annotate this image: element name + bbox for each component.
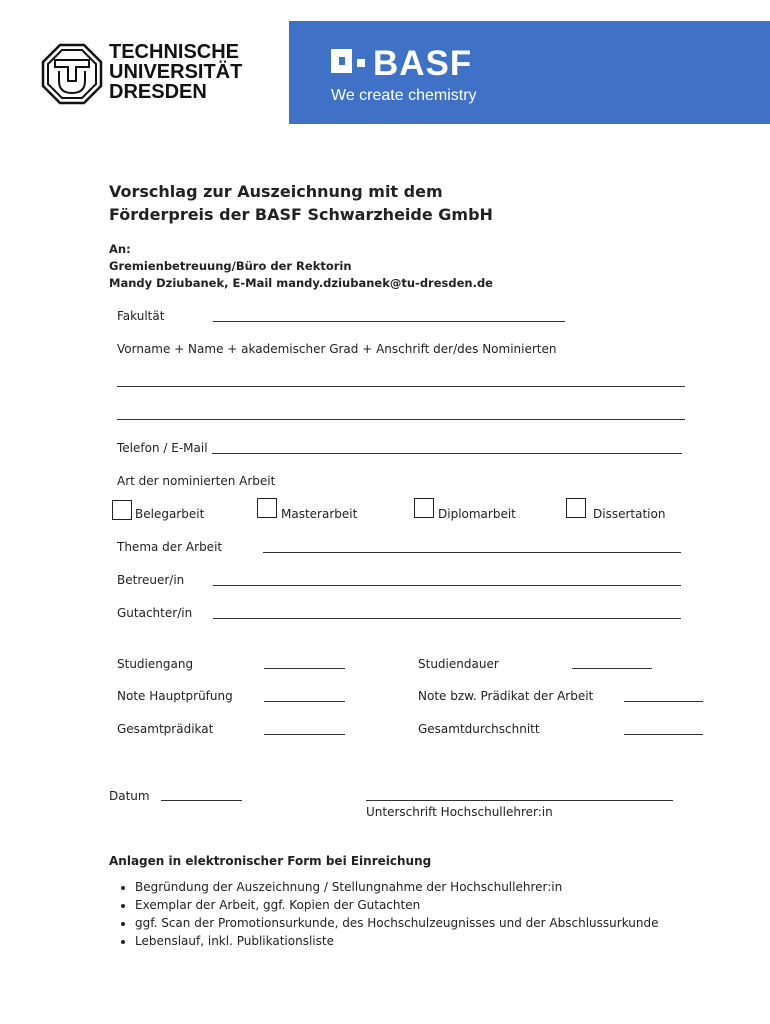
reviewer-label: Gutachter/in xyxy=(117,606,193,620)
reviewer-field[interactable] xyxy=(213,618,681,619)
overall-label: Gesamtprädikat xyxy=(117,722,214,736)
work-type-option: Masterarbeit xyxy=(281,507,358,521)
list-item: • Lebenslauf, inkl. Publikationsliste xyxy=(135,932,659,950)
list-item: • Begründung der Auszeichnung / Stellungnahme der Hochschullehrer:in xyxy=(135,878,659,896)
date-label: Datum xyxy=(109,789,150,803)
work-type-option: Dissertation xyxy=(593,507,666,521)
nominee-label: Vorname + Name + akademischer Grad + Anschrift der/des Nominierten xyxy=(117,342,557,356)
checkbox-dissertation[interactable] xyxy=(566,498,586,518)
attachments-heading: Anlagen in elektronischer Form bei Einreichung xyxy=(109,854,432,868)
overall-field[interactable] xyxy=(264,734,345,735)
date-field[interactable] xyxy=(161,800,242,801)
recipient-address: An: Gremienbetreuung/Büro der Rektorin Mandy Dziubanek, E-Mail mandy.dziubanek@tu-dresden.de xyxy=(109,242,493,290)
program-label: Studiengang xyxy=(117,657,194,671)
thesis-grade-field[interactable] xyxy=(624,701,703,702)
faculty-label: Fakultät xyxy=(117,309,165,323)
basf-banner xyxy=(289,21,770,124)
checkbox-masterarbeit[interactable] xyxy=(257,498,277,518)
list-item: • ggf. Scan der Promotionsurkunde, des Hochschulzeugnisses und der Abschlussurkunde xyxy=(135,914,659,932)
list-item: • Exemplar der Arbeit, ggf. Kopien der Gutachten xyxy=(135,896,659,914)
work-type-label: Art der nominierten Arbeit xyxy=(117,474,276,488)
signature-label: Unterschrift Hochschullehrer:in xyxy=(366,805,553,819)
work-type-option: Belegarbeit xyxy=(135,507,205,521)
basf-tagline: We create chemistry xyxy=(331,87,477,104)
work-type-option: Diplomarbeit xyxy=(438,507,516,521)
tu-dresden-wordmark: TECHNISCHE UNIVERSITÄT DRESDEN xyxy=(109,41,243,103)
nominee-field-line-2[interactable] xyxy=(117,419,685,420)
program-field[interactable] xyxy=(264,668,345,669)
main-grade-field[interactable] xyxy=(264,701,345,702)
topic-label: Thema der Arbeit xyxy=(117,540,223,554)
contact-field[interactable] xyxy=(212,453,682,454)
attachments-list xyxy=(108,878,659,950)
average-field[interactable] xyxy=(624,734,703,735)
supervisor-label: Betreuer/in xyxy=(117,573,185,587)
average-label: Gesamtdurchschnitt xyxy=(418,722,540,736)
contact-label: Telefon / E-Mail xyxy=(117,441,208,455)
topic-field[interactable] xyxy=(263,552,681,553)
checkbox-diplomarbeit[interactable] xyxy=(414,498,434,518)
duration-field[interactable] xyxy=(572,668,652,669)
faculty-field[interactable] xyxy=(213,321,565,322)
form-title: Vorschlag zur Auszeichnung mit dem Förderpreis der BASF Schwarzheide GmbH xyxy=(109,182,493,224)
checkbox-belegarbeit[interactable] xyxy=(112,500,132,520)
basf-wordmark: BASF xyxy=(373,44,473,83)
basf-logo-dot-icon xyxy=(357,59,365,67)
main-grade-label: Note Hauptprüfung xyxy=(117,689,233,703)
signature-field[interactable] xyxy=(366,800,673,801)
supervisor-field[interactable] xyxy=(213,585,681,586)
nominee-field-line-1[interactable] xyxy=(117,386,685,387)
duration-label: Studiendauer xyxy=(418,657,499,671)
thesis-grade-label: Note bzw. Prädikat der Arbeit xyxy=(418,689,594,703)
tu-dresden-seal-icon xyxy=(41,43,103,105)
